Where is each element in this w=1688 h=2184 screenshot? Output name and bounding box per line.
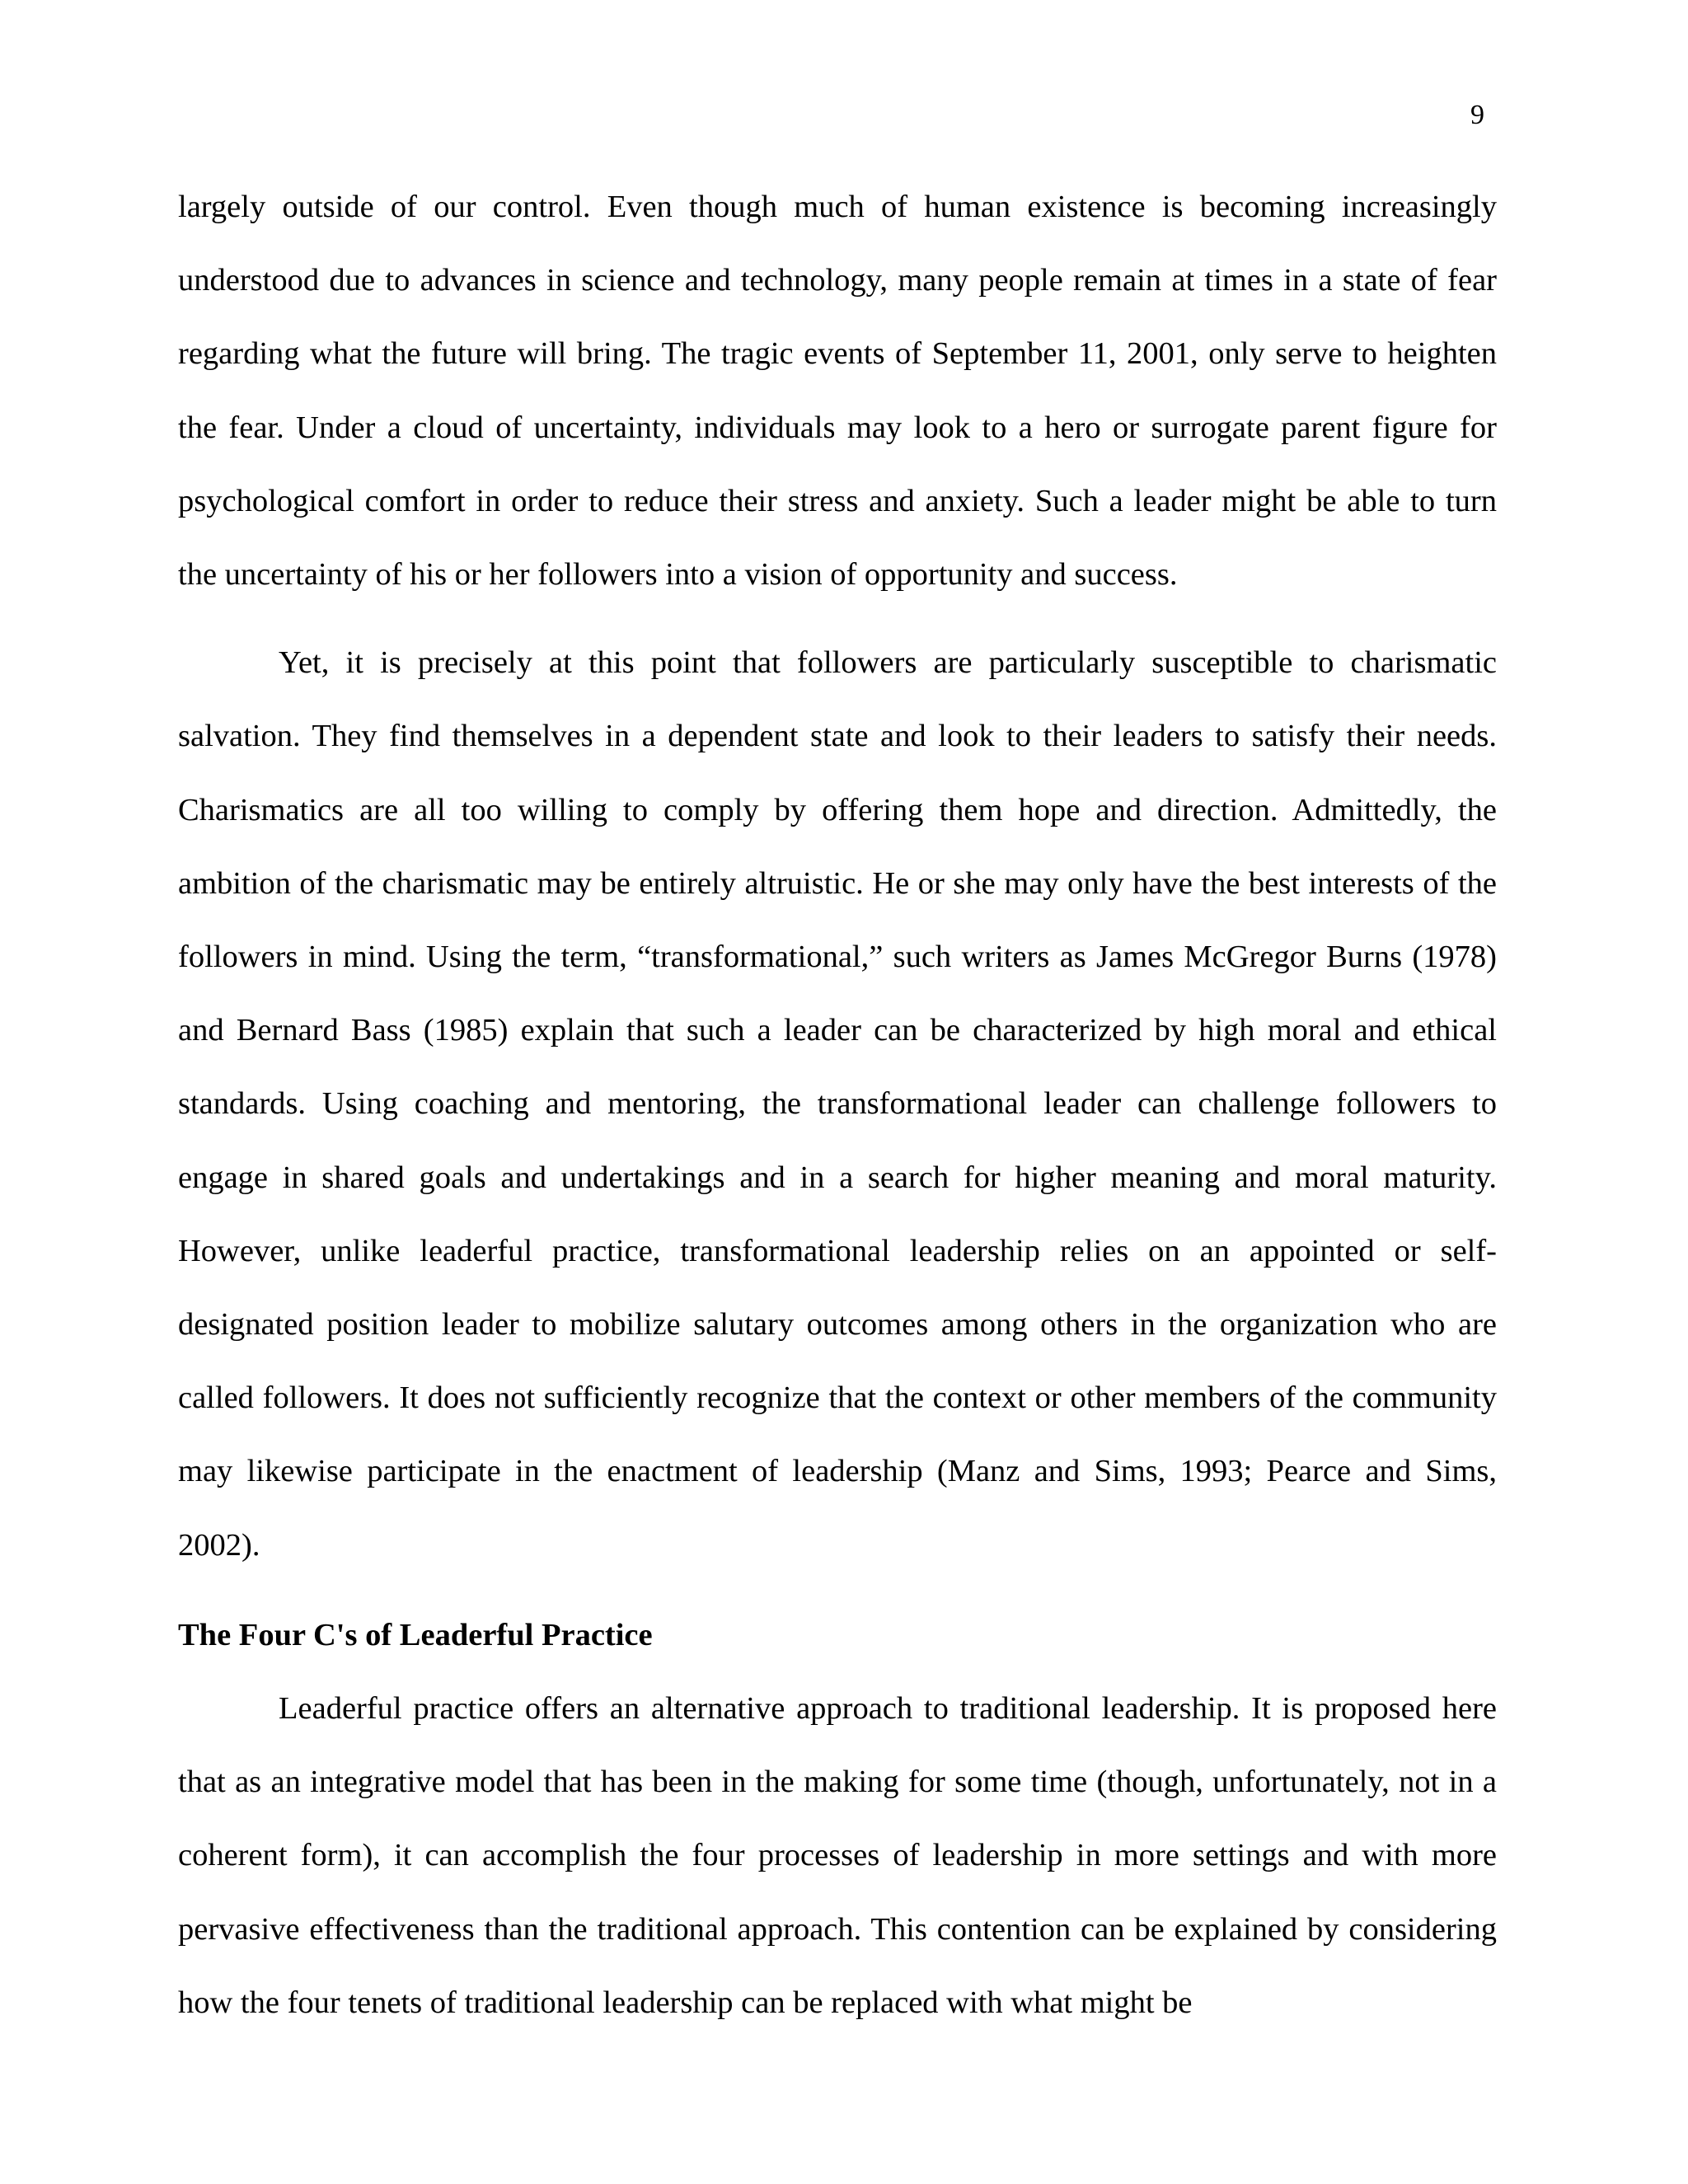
paragraph-continuation: largely outside of our control. Even though much of human existence is becoming increasingly understood due to advances in science and technology, many people remain at times in a state of fear regarding what the future will bring. The tragic events of September 11, 2001, only serve to heighten the fear. Under a cloud of uncertainty, individuals may look to a hero or surrogate parent figure for psychological comfort in order to reduce their stress and anxiety. Such a leader might be able to turn the uncertainty of his or her followers into a vision of opportunity and success. [178,190,1497,593]
document-body [178,171,1497,2040]
page-number: 9 [1470,100,1484,130]
paragraph-charismatic-salvation: Yet, it is precisely at this point that followers are particularly susceptible to charismatic salvation. They find themselves in a dependent state and look to their leaders to satisfy their needs. Charismatics are all too willing to comply by offering them hope and direction. Admittedly, the ambition of the charismatic may be entirely altruistic. He or she may only have the best interests of the followers in mind. Using the term, “transformational,” such writers as James McGregor Burns (1978) and Bernard Bass (1985) explain that such a leader can be characterized by high moral and ethical standards. Using coaching and mentoring, the transformational leader can challenge followers to engage in shared goals and undertakings and in a search for higher meaning and moral maturity. However, unlike leaderful practice, transformational leadership relies on an appointed or self-designated position leader to mobilize salutary outcomes among others in the organization who are called followers. It does not sufficiently recognize that the context or other members of the community may likewise participate in the enactment of leadership (Manz and Sims, 1993; Pearce and Sims, 2002). [178,645,1497,1563]
section-heading: The Four C's of Leaderful Practice [178,1617,653,1652]
paragraph-leaderful-practice: Leaderful practice offers an alternative approach to traditional leadership. It is proposed here that as an integrative model that has been in the making for some time (though, unfortunately, not in a coherent form), it can accomplish the four processes of leadership in more settings and with more pervasive effectiveness than the traditional approach. This contention can be explained by considering how the four tenets of traditional leadership can be replaced with what might be [178,1691,1497,2020]
